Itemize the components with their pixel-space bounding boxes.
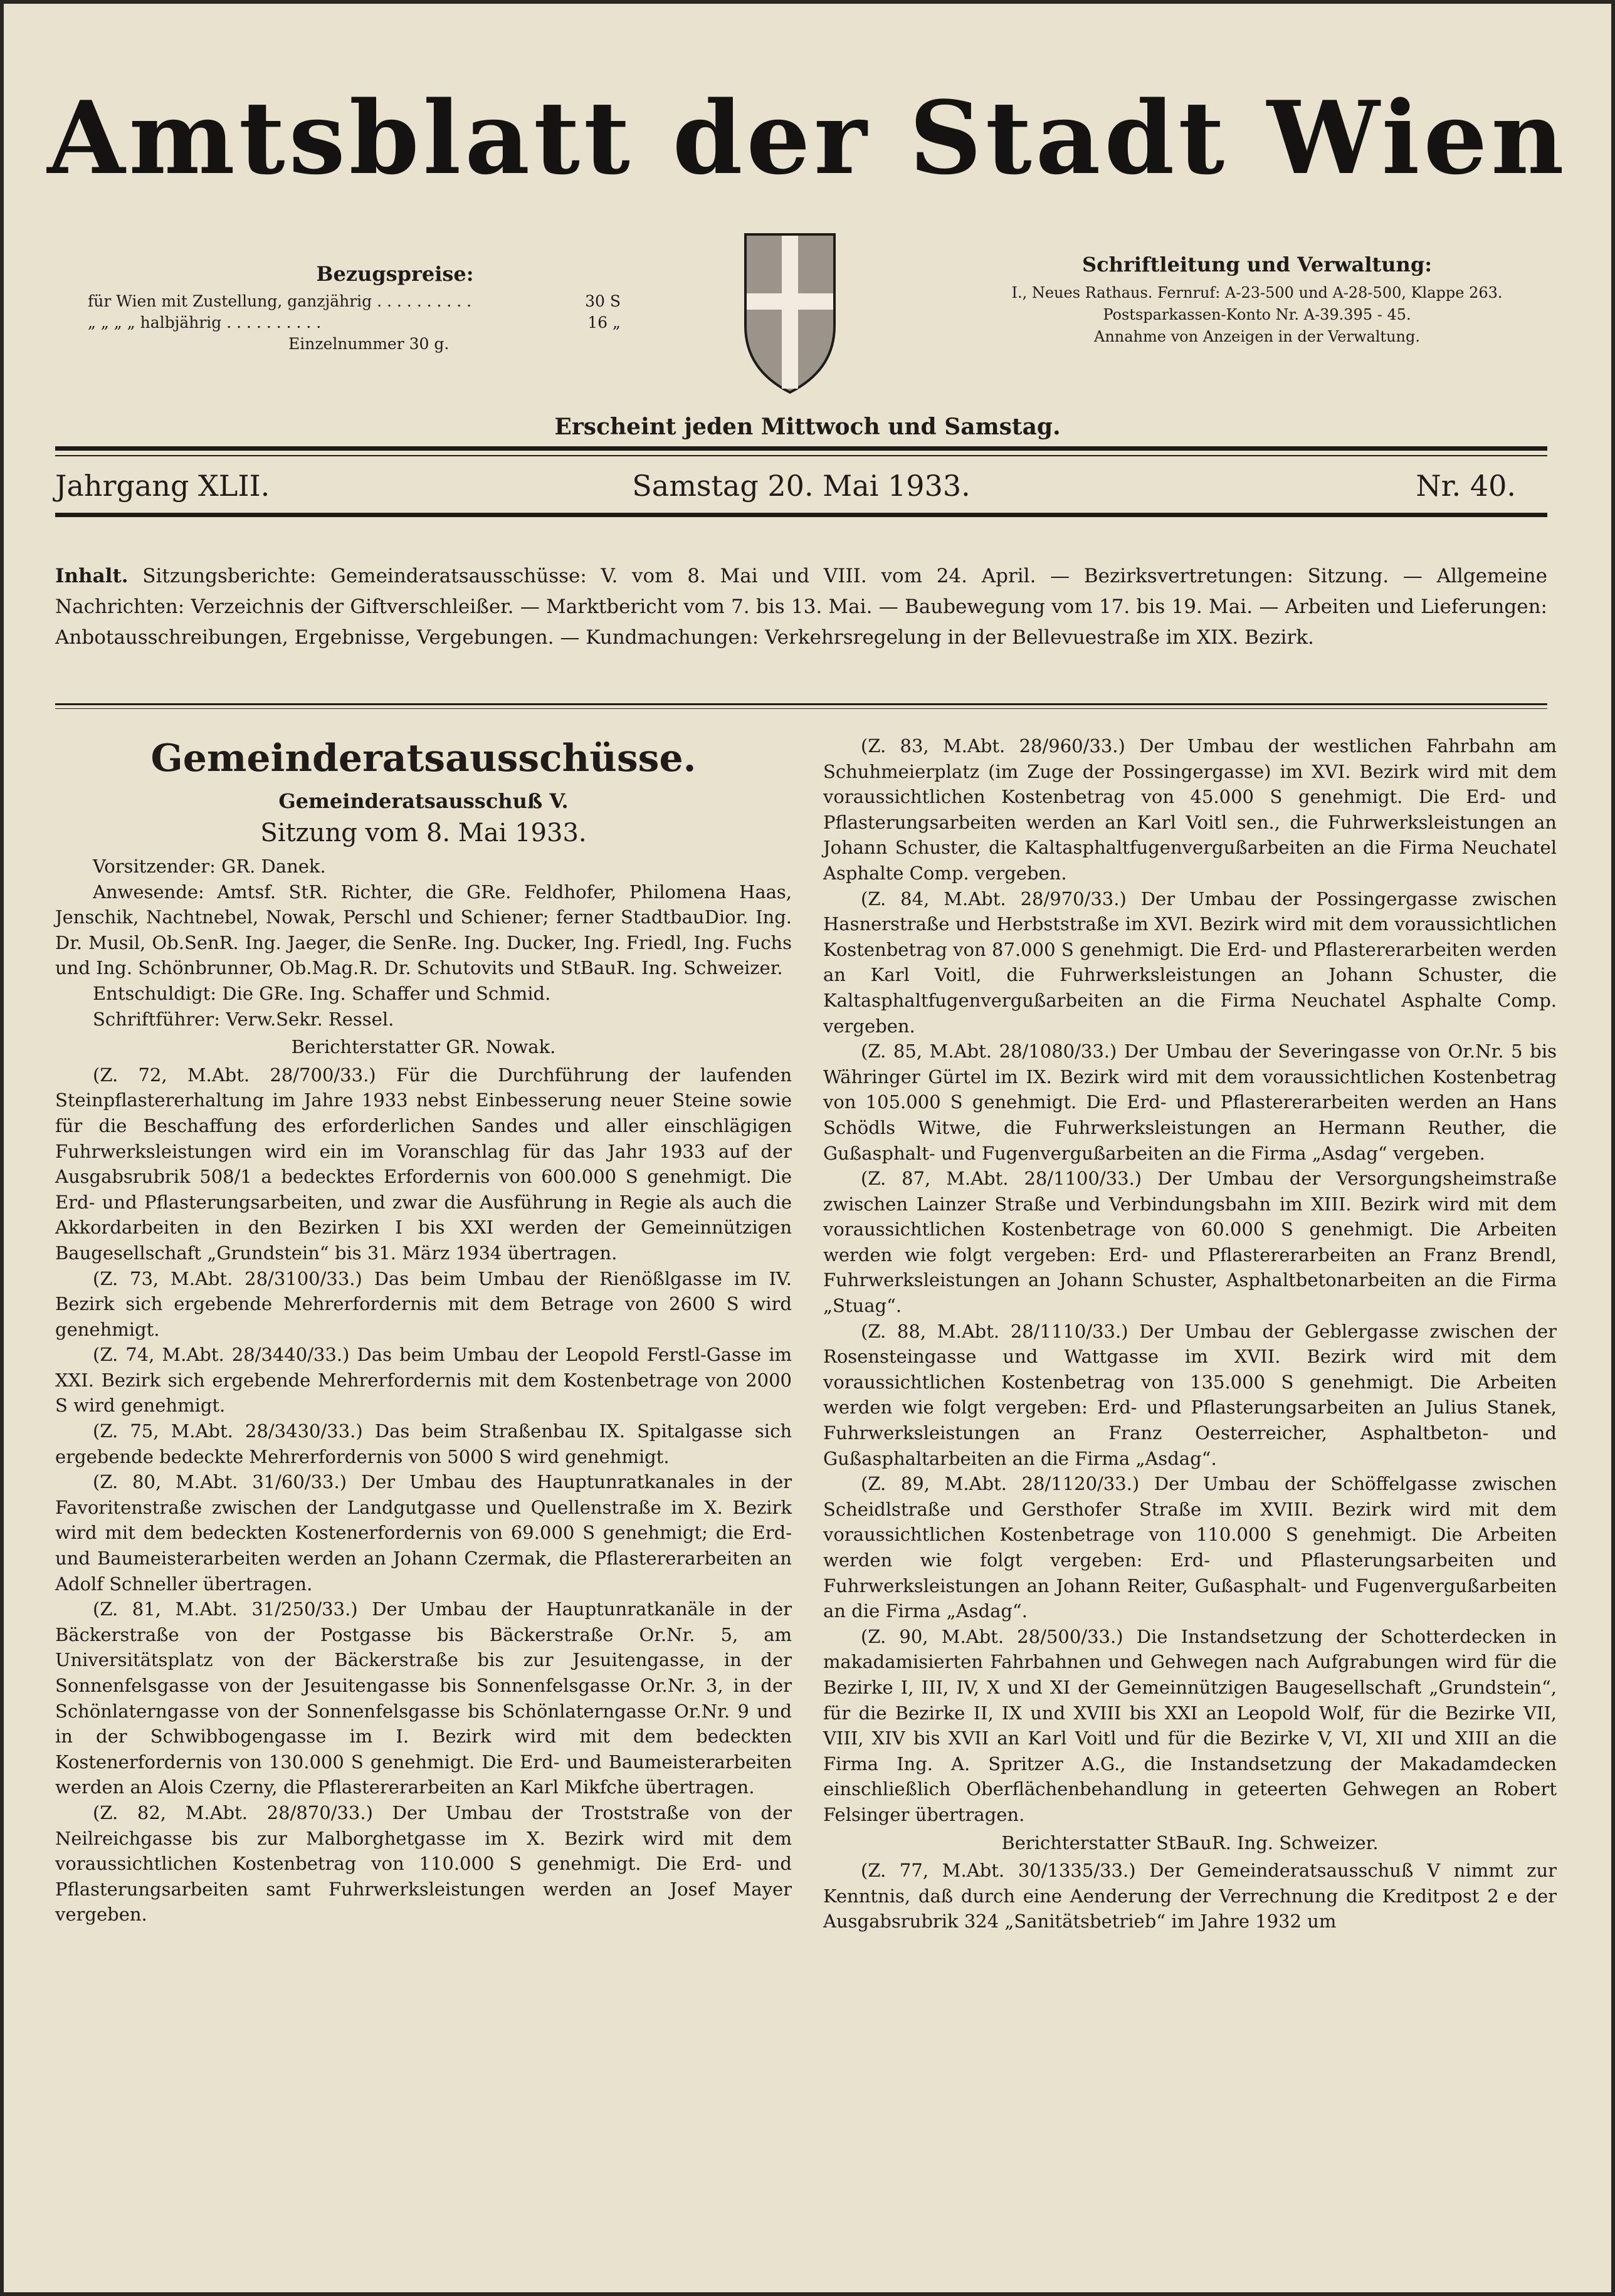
session-heading: Sitzung vom 8. Mai 1933. [260, 819, 587, 847]
rapporteur-heading: Berichterstatter GR. Nowak. [291, 1036, 556, 1058]
issue-number: Nr. 40. [1416, 469, 1516, 503]
price-dots: . . . . . . . . . . [372, 292, 472, 310]
chair-line: Vorsitzender: GR. Danek. [93, 856, 326, 877]
resolution-paragraph: (Z. 82, M.Abt. 28/870/33.) Der Umbau der Troststraße von der Neilreichgasse bis zur Malborghetgasse im X. Bezirk wird mit dem voraussichtlichen Kostenbetrag von 110.000 S genehmigt. Die Erd- und Pflasterungsarbeiten samt Fuhrwerksleistungen werden an Josef Mayer vergeben. [55, 1801, 792, 1926]
editorial-address: I., Neues Rathaus. Fernruf: A-23-500 und A-28-500, Klappe 263. [1011, 284, 1503, 301]
secretary-line: Schriftführer: Verw.Sekr. Ressel. [93, 1008, 394, 1030]
resolution-paragraph: (Z. 72, M.Abt. 28/700/33.) Für die Durchführung der laufenden Steinpflastererhaltung im Jahre 1933 nebst Einbesserung neuer Steine sowie für die Beschaffung des erforderlichen Sandes und aller einschlägigen Fuhrwerksleistungen wird ein im Voranschlag für das Jahr 1933 auf der Ausgabsrubrik 508/1 a bedecktes Erfordernis von 600.000 S genehmigt. Die Erd- und Pflasterungsarbeiten, und zwar die Ausführung in Regie als auch die Akkordarbeiten in den Bezirken I bis XXI werden der Gemeinnützigen Baugesellschaft „Grundstein“ bis 31. März 1934 übertragen. [55, 1064, 792, 1264]
column-right [823, 733, 1557, 1934]
resolution-paragraph: (Z. 87, M.Abt. 28/1100/33.) Der Umbau der Versorgungsheimstraße zwischen Lainzer Straße und Verbindungsbahn im XIII. Bezirk wird mit dem voraussichtlichen Kostenbetrage von 60.000 S genehmigt. Die Arbeiten werden wie folgt vergeben: Erd- und Pflastererarbeiten an Franz Brendl, Fuhrwerksleistungen an Johann Schuster, Asphaltbetonarbeiten an die Firma „Stuag“. [823, 1168, 1557, 1317]
rapporteur-heading: Berichterstatter StBauR. Ing. Schweizer. [1001, 1832, 1379, 1853]
vienna-coat-of-arms-icon [743, 232, 837, 395]
single-issue-price: Einzelnummer 30 g. [288, 335, 450, 353]
editorial-account: Postsparkassen-Konto Nr. A-39.395 - 45. [1103, 306, 1411, 323]
resolution-paragraph: (Z. 81, M.Abt. 31/250/33.) Der Umbau der Hauptunratkanäle in der Bäckerstraße von der Postgasse bis Bäckerstraße Or.Nr. 5, am Universitätsplatz von der Bäckerstraße bis zur Jesuitengasse, in der Sonnenfelsgasse von der Jesuitengasse bis Sonnenfelsgasse Or.Nr. 3, in der Schönlaterngasse von der Sonnenfelsgasse bis Schönlaterngasse Or.Nr. 9 und in der Schwibbogengasse im I. Bezirk wird mit dem bedeckten Kostenerfordernis von 130.000 S genehmigt. Die Erd- und Baumeisterarbeiten werden an Alois Czerny, die Pflastererarbeiten an Karl Mikfche übertragen. [55, 1598, 792, 1798]
price-row [88, 291, 621, 312]
issue-date: Samstag 20. Mai 1933. [632, 469, 971, 503]
divider [55, 708, 1547, 709]
contents-text: Sitzungsberichte: Gemeinderatsausschüsse: V. vom 8. Mai und VIII. vom 24. April. — Bezirksvertretungen: Sitzung. — Allgemeine Nachrichten: Verzeichnis der Giftverschleißer. — Marktbericht vom 7. bis 13. Mai. — Baubewegung vom 17. bis 19. Mai. — Arbeiten und Lieferungen: Anbotausschreibungen, Ergebnisse, Vergebungen. — Kundmachungen: Verkehrsregelung in der Bellevuestraße im XIX. Bezirk. [55, 565, 1547, 649]
contents-label: Inhalt. [55, 565, 129, 587]
attendees-paragraph: Anwesende: Amtsf. StR. Richter, die GRe. Feldhofer, Philomena Haas, Jenschik, Nachtnebel, Nowak, Perschl und Schiener; ferner StadtbauDior. Ing. Dr. Musil, Ob.SenR. Ing. Jaeger, die SenRe. Ing. Ducker, Ing. Friedl, Ing. Fuchs und Ing. Schönbrunner, Ob.Mag.R. Dr. Schutovits und StBauR. Ing. Schweizer. [55, 881, 792, 979]
resolution-paragraph: (Z. 73, M.Abt. 28/3100/33.) Das beim Umbau der Rienößlgasse im IV. Bezirk sich ergebende Mehrerfordernis mit dem Betrage von 2600 S wird genehmigt. [55, 1267, 792, 1340]
excused-line: Entschuldigt: Die GRe. Ing. Schaffer und Schmid. [93, 982, 551, 1004]
resolution-paragraph: (Z. 83, M.Abt. 28/960/33.) Der Umbau der westlichen Fahrbahn am Schuhmeierplatz (im Zuge der Possingergasse) im XVI. Bezirk wird mit dem voraussichtlichen Kostenbetrag von 45.000 S genehmigt. Die Erd- und Pflasterungsarbeiten werden an Karl Voitl sen., die Fuhrwerksleistungen an Johann Schuster, die Kaltasphaltfugenvergußarbeiten an die Firma Neuchatel Asphalte Comp. vergeben. [823, 735, 1557, 884]
price-label: „ „ „ „ halbjährig [88, 313, 222, 332]
price-dots: . . . . . . . . . . [221, 313, 322, 332]
table-of-contents [55, 561, 1547, 653]
resolution-paragraph: (Z. 77, M.Abt. 30/1335/33.) Der Gemeinderatsausschuß V nimmt zur Kenntnis, daß durch eine Aenderung der Verrechnung die Kreditpost 2 e der Ausgabsrubrik 324 „Sanitätsbetrieb“ im Jahre 1932 um [823, 1860, 1557, 1932]
column-left [55, 733, 792, 1927]
resolution-paragraph: (Z. 80, M.Abt. 31/60/33.) Der Umbau des Hauptunratkanales in der Favoritenstraße zwischen der Landgutgasse und Quellenstraße im X. Bezirk wird mit dem bedeckten Kostenerfordernis von 69.000 S genehmigt; die Erd- und Baumeisterarbeiten werden an Johann Czermak, die Pflastererarbeiten an Adolf Schneller übertragen. [55, 1471, 792, 1595]
masthead-title: Amtsblatt der Stadt Wien [47, 79, 1568, 197]
resolution-paragraph: (Z. 84, M.Abt. 28/970/33.) Der Umbau der Possingergasse zwischen Hasnerstraße und Herbststraße im XVI. Bezirk wird mit dem voraussichtlichen Kostenbetrag von 87.000 S genehmigt. Die Erd- und Pflastererarbeiten werden an Karl Voitl, die Fuhrwerksleistungen an Johann Schuster, die Kaltasphaltfugenvergußarbeiten an die Firma Neuchatel Asphalte Comp. vergeben. [823, 888, 1557, 1037]
editorial-box [981, 254, 1533, 348]
price-value: 16 „ [587, 313, 621, 332]
divider [55, 513, 1547, 517]
publication-schedule: Erscheint jeden Mittwoch und Samstag. [554, 414, 1061, 440]
divider [55, 446, 1547, 451]
article-title: Gemeinderatsausschüsse. [150, 737, 697, 780]
subscription-box [88, 263, 627, 355]
divider [55, 455, 1547, 456]
editorial-heading: Schriftleitung und Verwaltung: [1081, 253, 1432, 276]
editorial-ads-note: Annahme von Anzeigen in der Verwaltung. [1094, 328, 1420, 345]
resolution-paragraph: (Z. 74, M.Abt. 28/3440/33.) Das beim Umbau der Leopold Ferstl-Gasse im XXI. Bezirk sich ergebende Mehrerfordernis mit dem Kostenbetrage von 2000 S wird genehmigt. [55, 1344, 792, 1417]
volume-label: Jahrgang XLII. [55, 469, 270, 503]
price-row [88, 312, 621, 333]
resolution-paragraph: (Z. 75, M.Abt. 28/3430/33.) Das beim Straßenbau IX. Spitalgasse sich ergebende bedeckte Mehrerfordernis von 5000 S wird genehmigt. [55, 1420, 792, 1467]
resolution-paragraph: (Z. 89, M.Abt. 28/1120/33.) Der Umbau der Schöffelgasse zwischen Scheidlstraße und Gersthofer Straße im XVIII. Bezirk wird mit dem voraussichtlichen Kostenbetrage von 110.000 S genehmigt. Die Arbeiten werden wie folgt vergeben: Erd- und Pflasterungsarbeiten und Fuhrwerksleistungen an Johann Reiter, Gußasphalt- und Fugenvergußarbeiten an die Firma „Asdag“. [823, 1473, 1557, 1622]
divider [55, 703, 1547, 705]
article-subtitle: Gemeinderatsausschuß V. [278, 789, 569, 813]
dateline [55, 464, 1547, 508]
subscription-heading: Bezugspreise: [316, 262, 474, 286]
resolution-paragraph: (Z. 85, M.Abt. 28/1080/33.) Der Umbau der Severingasse von Or.Nr. 5 bis Währinger Gürtel im IX. Bezirk wird mit dem voraussichtlichen Kostenbetrag von 105.000 S genehmigt. Die Erd- und Pflastererarbeiten werden an Hans Schödls Witwe, die Fuhrwerksleistungen an Hermann Reuther, die Gußasphalt- und Fugenvergußarbeiten an die Firma „Asdag“ vergeben. [823, 1041, 1557, 1164]
resolution-paragraph: (Z. 90, M.Abt. 28/500/33.) Die Instandsetzung der Schotterdecken in makadamisierten Fahrbahnen und Gehwegen nach Aufgrabungen wird für die Bezirke I, III, IV, X und XI der Gemeinnützigen Baugesellschaft „Grundstein“, für die Bezirke II, IX und XVIII bis XXI an Leopold Wolf, für die Bezirke VII, VIII, XIV bis XVII an Karl Voitl und für die Bezirke V, VI, XII und XIII an die Firma Ing. A. Spritzer A.G., die Instandsetzung der Makadamdecken einschließlich Oberflächenbehandlung in geteerten Gehwegen an Robert Felsinger übertragen. [823, 1625, 1557, 1825]
price-label: für Wien mit Zustellung, ganzjährig [88, 292, 372, 310]
resolution-paragraph: (Z. 88, M.Abt. 28/1110/33.) Der Umbau der Geblergasse zwischen der Rosensteingasse und Wattgasse im XVII. Bezirk wird mit dem voraussichtlichen Kostenbetrag von 135.000 S genehmigt. Die Arbeiten werden wie folgt vergeben: Erd- und Pflasterungsarbeiten an Julius Stanek, Fuhrwerksleistungen an Franz Oesterreicher, Asphaltbeton- und Gußasphaltarbeiten an die Firma „Asdag“. [823, 1320, 1557, 1469]
price-value: 30 S [585, 292, 621, 310]
